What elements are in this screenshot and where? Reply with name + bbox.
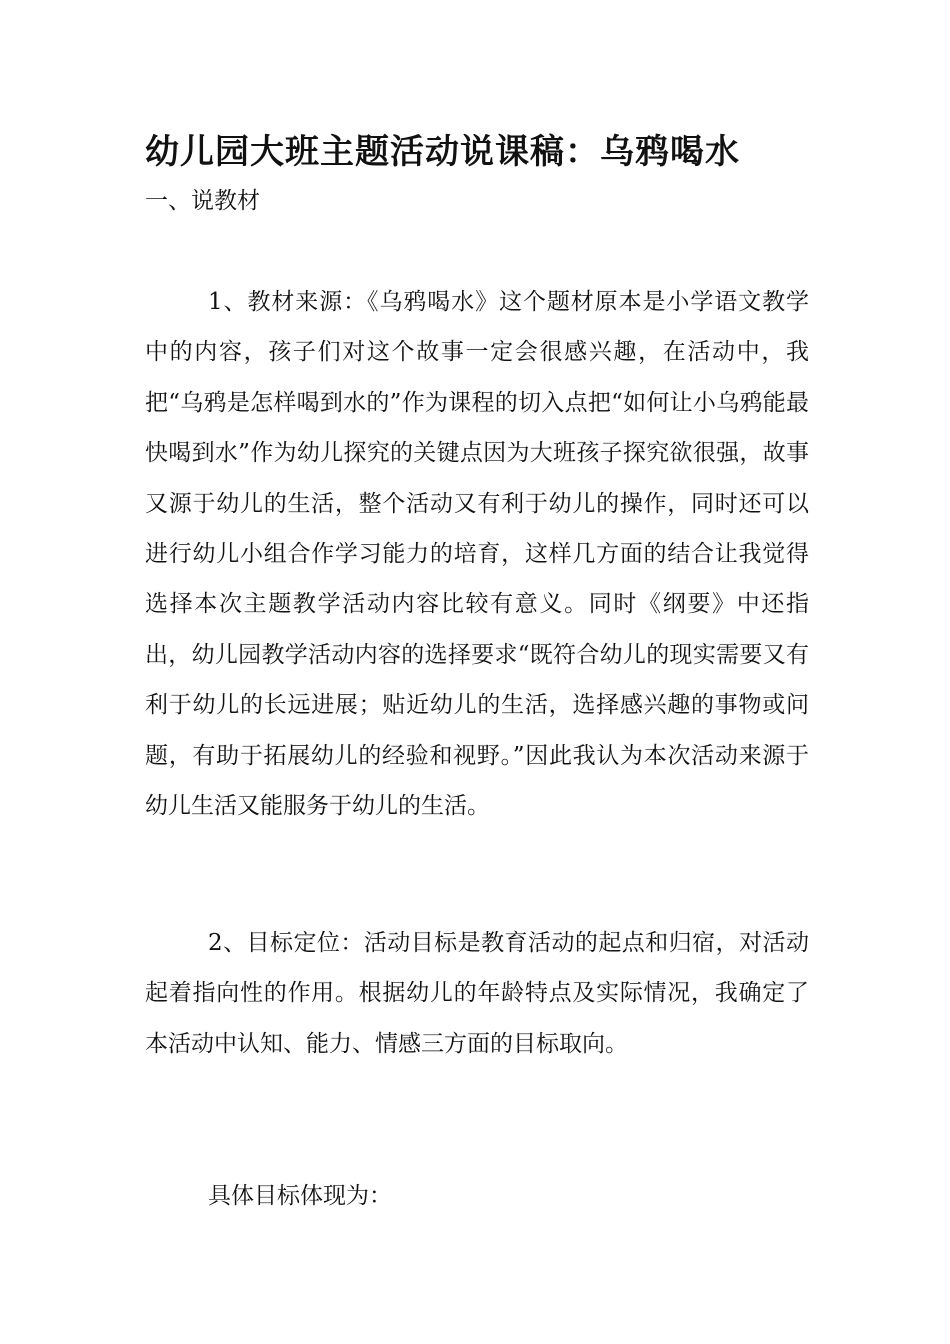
- paragraph-specific-goals: 具体目标体现为：: [208, 1183, 392, 1209]
- paragraph-teaching-material-source: 1、教材来源：《乌鸦喝水》这个题材原本是小学语文教学中的内容，孩子们对这个故事一定会很感兴趣，在活动中，我把“乌鸦是怎样喝到水的”作为课程的切入点把“如何让小乌鸦能最快喝到水”作为幼儿探究的关键点因为大班孩子探究欲很强，故事又源于幼儿的生活，整个活动又有利于幼儿的操作，同时还可以进行幼儿小组合作学习能力的培育，这样几方面的结合让我觉得选择本次主题教学活动内容比较有意义。同时《纲要》中还指出，幼儿园教学活动内容的选择要求“既符合幼儿的现实需要又有利于幼儿的长远进展；贴近幼儿的生活，选择感兴趣的事物或问题，有助于拓展幼儿的经验和视野。”因此我认为本次活动来源于幼儿生活又能服务于幼儿的生活。: [145, 289, 809, 820]
- section-heading: 一、说教材: [145, 188, 260, 214]
- document-title: 幼儿园大班主题活动说课稿：乌鸦喝水: [145, 132, 740, 172]
- paragraph-goal-positioning: 2、目标定位：活动目标是教育活动的起点和归宿，对活动起着指向性的作用。根据幼儿的年龄特点及实际情况，我确定了本活动中认知、能力、情感三方面的目标取向。: [145, 930, 809, 1057]
